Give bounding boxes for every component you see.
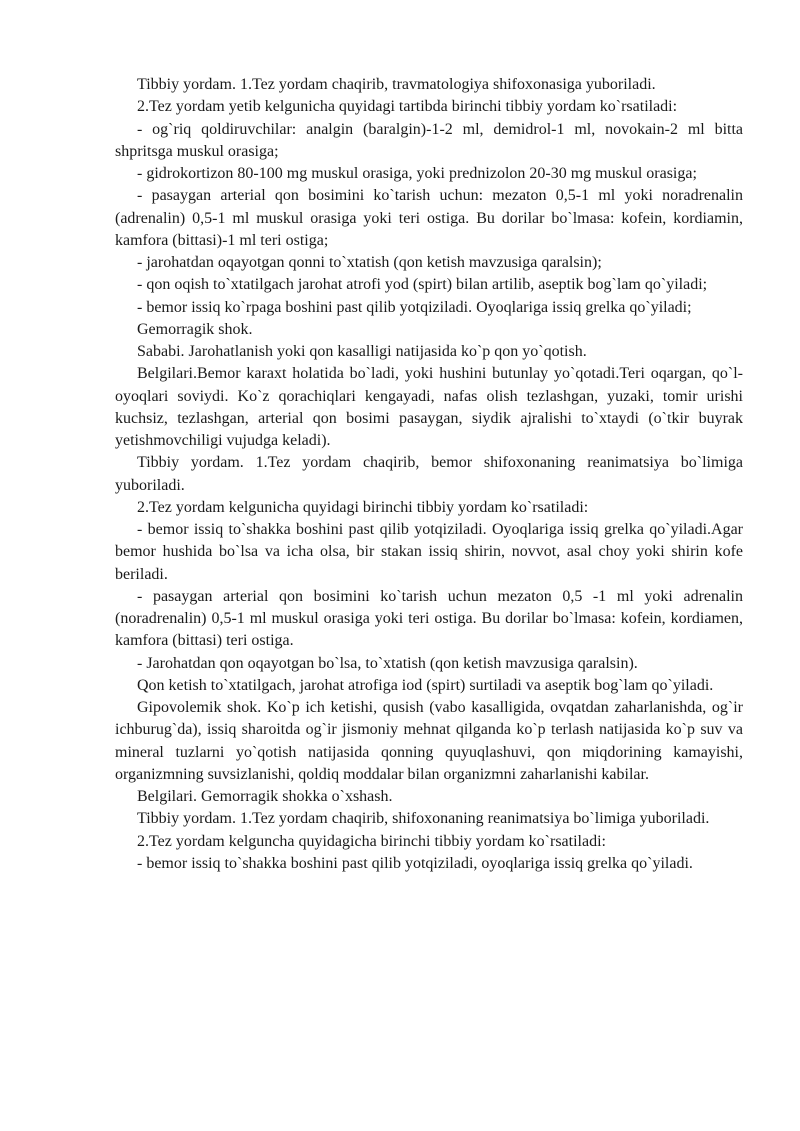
- paragraph-medical-help: Tibbiy yordam. 1.Tez yordam chaqirib, bemor shifoxonaning reanimatsiya bo`limiga yuboriladi.: [115, 454, 743, 494]
- paragraph-cause: Sababi. Jarohatlanish yoki qon kasalligi natijasida ko`p qon yo`qotish.: [137, 343, 587, 360]
- paragraph-warm-bed: - bemor issiq to`shakka boshini past qilib yotqiziladi. Oyoqlariga issiq grelka qo`yiladi.Agar bemor hushida bo`lsa va icha olsa, bir stakan issiq shirin, novvot, asal choy yoki shirin kofe beriladi.: [115, 521, 743, 583]
- paragraph-pain-relievers: - og`riq qoldiruvchilar: analgin (baralgin)-1-2 ml, demidrol-1 ml, novokain-2 ml bitta shpritsga muskul orasiga;: [115, 120, 743, 160]
- paragraph-hydrocortisone: - gidrokortizon 80-100 mg muskul orasiga, yoki prednizolon 20-30 mg muskul orasiga;: [137, 165, 697, 182]
- paragraph-symptoms-2: Belgilari. Gemorragik shokka o`xshash.: [137, 788, 393, 805]
- paragraph-iodine-bandage: Qon ketish to`xtatilgach, jarohat atrofiga iod (spirt) surtiladi va aseptik bog`lam qo`yiladi.: [137, 676, 714, 694]
- paragraph-warm-bed-2: - bemor issiq to`shakka boshini past qilib yotqiziladi, oyoqlariga issiq grelka qo`yiladi.: [137, 854, 693, 872]
- paragraph-stop-bleeding-2: - Jarohatdan qon oqayotgan bo`lsa, to`xtatish (qon ketish mavzusiga qaralsin).: [137, 654, 638, 672]
- paragraph-aseptic-bandage: - qon oqish to`xtatilgach jarohat atrofi yod (spirt) bilan artilib, aseptik bog`lam qo`yiladi;: [137, 276, 708, 294]
- paragraph-stop-bleeding: - jarohatdan oqayotgan qonni to`xtatish (qon ketish mavzusiga qaralsin);: [137, 254, 602, 271]
- paragraph-hypovolemic-shock: Gipovolemik shok. Ko`p ich ketishi, qusish (vabo kasalligida, ovqatdan zaharlanishda, og`ir ichburug`da), issiq sharoitda og`ir jismoniy mehnat qilganda ko`p terlash natijasida ko`p suv va mineral tuzlarni yo`qotish natijasida qonning quyuqlashuvi, qon miqdorining kamayishi, organizmning suvsizlanishi, qoldiq moddalar bilan organizmni zaharlanishi kabilar.: [115, 699, 743, 783]
- heading-hemorrhagic-shock: Gemorragik shok.: [137, 320, 253, 338]
- paragraph-medical-help-2: Tibbiy yordam. 1.Tez yordam chaqirib, shifoxonaning reanimatsiya bo`limiga yuboriladi.: [137, 810, 710, 828]
- paragraph-blood-pressure: - pasaygan arterial qon bosimini ko`tarish uchun: mezaton 0,5-1 ml yoki noradrenalin (adrenalin) 0,5-1 ml muskul orasiga yoki teri ostiga. Bu dorilar bo`lmasa: kofein, kordiamin, kamfora (bittasi)-1 ml teri ostiga;: [115, 187, 743, 249]
- paragraph-blood-pressure-2: - pasaygan arterial qon bosimini ko`tarish uchun mezaton 0,5 -1 ml yoki adrenalin (noradrenalin) 0,5-1 ml muskul orasiga yoki teri ostiga. Bu dorilar bo`lmasa: kofein, kordiamen, kamfora (bittasi) teri ostiga.: [115, 587, 743, 650]
- paragraph-first-aid-intro: Tibbiy yordam. 1.Tez yordam chaqirib, travmatologiya shifoxonasiga yuboriladi.: [137, 76, 656, 93]
- paragraph-symptoms: Belgilari.Bemor karaxt holatida bo`ladi, yoki hushini butunlay yo`qotadi.Teri oqargan, qo`l-oyoqlari soviydi. Ko`z qorachiqlari kengayadi, nafas olish tezlashgan, yuzaki, tomir urishi kuchsiz, tezlashgan, arterial qon bosimi pasaygan, siydik ajralishi to`xtaydi (o`tkir buyrak yetishmovchiligi vujudga keladi).: [115, 365, 743, 449]
- document-page: [115, 74, 743, 875]
- paragraph-warm-blanket: - bemor issiq ko`rpaga boshini past qilib yotqiziladi. Oyoqlariga issiq grelka qo`yiladi;: [137, 298, 692, 316]
- paragraph-first-aid-steps-3: 2.Tez yordam kelguncha quyidagicha birinchi tibbiy yordam ko`rsatiladi:: [137, 832, 606, 850]
- paragraph-first-aid-steps-2: 2.Tez yordam kelgunicha quyidagi birinchi tibbiy yordam ko`rsatiladi:: [137, 498, 589, 516]
- paragraph-first-aid-steps: 2.Tez yordam yetib kelgunicha quyidagi tartibda birinchi tibbiy yordam ko`rsatiladi:: [137, 98, 678, 116]
